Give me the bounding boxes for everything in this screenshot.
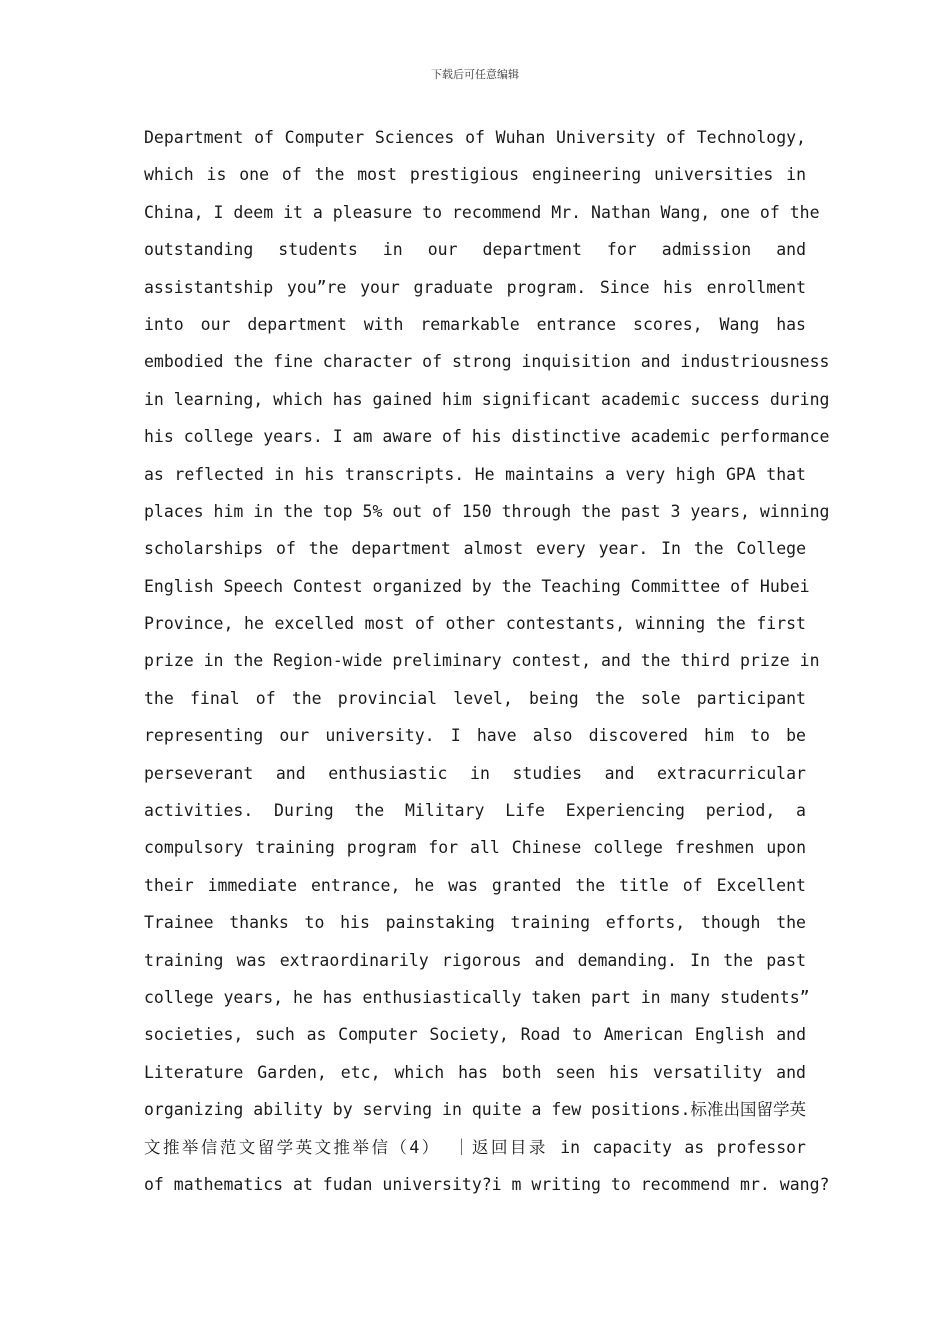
body-line: which is one of the most prestigious engineering universities in	[144, 165, 806, 185]
body-line: the final of the provincial level, being the sole participant	[144, 688, 806, 708]
body-line: activities. During the Military Life Experiencing period, a	[144, 801, 806, 821]
body-line: of mathematics at fudan university?i m writing to recommend mr. wang?	[144, 1174, 830, 1194]
letter-body	[144, 119, 830, 1203]
body-line: China, I deem it a pleasure to recommend Mr. Nathan Wang, one of the	[144, 202, 820, 222]
body-line: Literature Garden, etc, which has both seen his versatility and	[144, 1062, 806, 1082]
body-line: in learning, which has gained him significant academic success during	[144, 389, 830, 409]
body-line: Trainee thanks to his painstaking training efforts, though the	[144, 913, 806, 933]
page-header: 下载后可任意编辑	[431, 68, 519, 81]
body-line: 文推举信范文留学英文推举信（4） ｜返回目录 in capacity as professor	[144, 1137, 806, 1157]
body-line: training was extraordinarily rigorous and demanding. In the past	[144, 950, 806, 970]
body-line: organizing ability by serving in quite a few positions.标准出国留学英	[144, 1100, 806, 1120]
body-line: their immediate entrance, he was granted the title of Excellent	[144, 875, 806, 895]
body-line: Province, he excelled most of other contestants, winning the first	[144, 614, 806, 634]
body-line: representing our university. I have also discovered him to be	[144, 726, 806, 746]
body-line: college years, he has enthusiastically taken part in many students”	[144, 987, 810, 1007]
body-line: prize in the Region-wide preliminary contest, and the third prize in	[144, 651, 820, 671]
body-line: into our department with remarkable entrance scores, Wang has	[144, 314, 806, 334]
body-line: societies, such as Computer Society, Road to American English and	[144, 1025, 806, 1045]
body-line: embodied the fine character of strong inquisition and industriousness	[144, 352, 830, 372]
body-line: compulsory training program for all Chinese college freshmen upon	[144, 838, 806, 858]
body-line: outstanding students in our department for admission and	[144, 240, 806, 260]
body-line: English Speech Contest organized by the Teaching Committee of Hubei	[144, 576, 810, 596]
body-line: assistantship you”re your graduate program. Since his enrollment	[144, 277, 806, 297]
body-line: scholarships of the department almost every year. In the College	[144, 539, 806, 559]
body-line: as reflected in his transcripts. He maintains a very high GPA that	[144, 464, 806, 484]
body-line: his college years. I am aware of his distinctive academic performance	[144, 427, 830, 447]
body-line: Department of Computer Sciences of Wuhan University of Technology,	[144, 128, 806, 147]
body-line: perseverant and enthusiastic in studies and extracurricular	[144, 763, 806, 783]
body-line: places him in the top 5% out of 150 through the past 3 years, winning	[144, 501, 830, 521]
